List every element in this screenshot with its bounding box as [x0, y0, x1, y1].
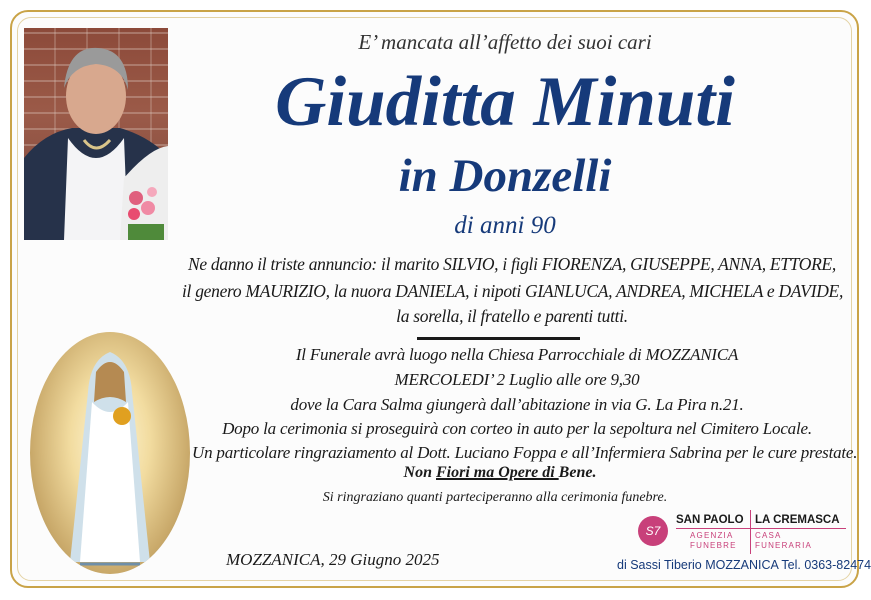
announcement-line: il genero MAURIZIO, la nuora DANIELA, i nipoti GIANLUCA, ANDREA, MICHELA e DAVIDE,	[182, 281, 844, 301]
funeral-line: MERCOLEDI’ 2 Luglio alle ore 9,30	[394, 370, 640, 389]
agency-logo	[638, 508, 853, 556]
funeral-line: Il Funerale avrà luogo nella Chiesa Parrocchiale di MOZZANICA	[295, 345, 739, 364]
agency-name-2: LA CREMASCA	[755, 514, 840, 526]
agency-sub-1: AGENZIA FUNEBRE	[690, 531, 737, 550]
announcement-line: Ne danno il triste annuncio: il marito SILVIO, i figli FIORENZA, GIUSEPPE, ANNA, ETTORE,	[188, 254, 836, 274]
intro-text: E’ mancata all’affetto dei suoi cari	[358, 30, 652, 54]
married-name: in Donzelli	[398, 150, 612, 202]
thanks-text: Si ringraziano quanti parteciperanno alla cerimonia funebre.	[322, 490, 668, 505]
age-text: di anni 90	[454, 212, 556, 239]
funeral-line: Un particolare ringraziamento al Dott. Luciano Foppa e all’Infermiera Sabrina per le cure prestate.	[192, 443, 858, 462]
agency-name-1: SAN PAOLO	[676, 514, 744, 526]
madonna-image	[30, 332, 190, 574]
announcement-line: la sorella, il fratello e parenti tutti.	[396, 306, 628, 326]
agency-contact: di Sassi Tiberio MOZZANICA Tel. 0363-82474	[617, 558, 871, 572]
divider-rule	[417, 337, 580, 340]
place-date: MOZZANICA, 29 Giugno 2025	[226, 550, 440, 569]
funeral-line: Dopo la cerimonia si proseguirà con corteo in auto per la sepoltura nel Cimitero Locale.	[222, 419, 812, 438]
deceased-name: Giuditta Minuti	[275, 63, 735, 141]
agency-mark-icon: S7	[638, 516, 668, 546]
agency-sub-2: CASA FUNERARIA	[755, 531, 813, 550]
funeral-line: dove la Cara Salma giungerà dall’abitazione in via G. La Pira n.21.	[290, 395, 744, 414]
deceased-photo	[24, 28, 168, 240]
no-flowers-text: Non Fiori ma Opere di Bene.	[403, 464, 597, 481]
